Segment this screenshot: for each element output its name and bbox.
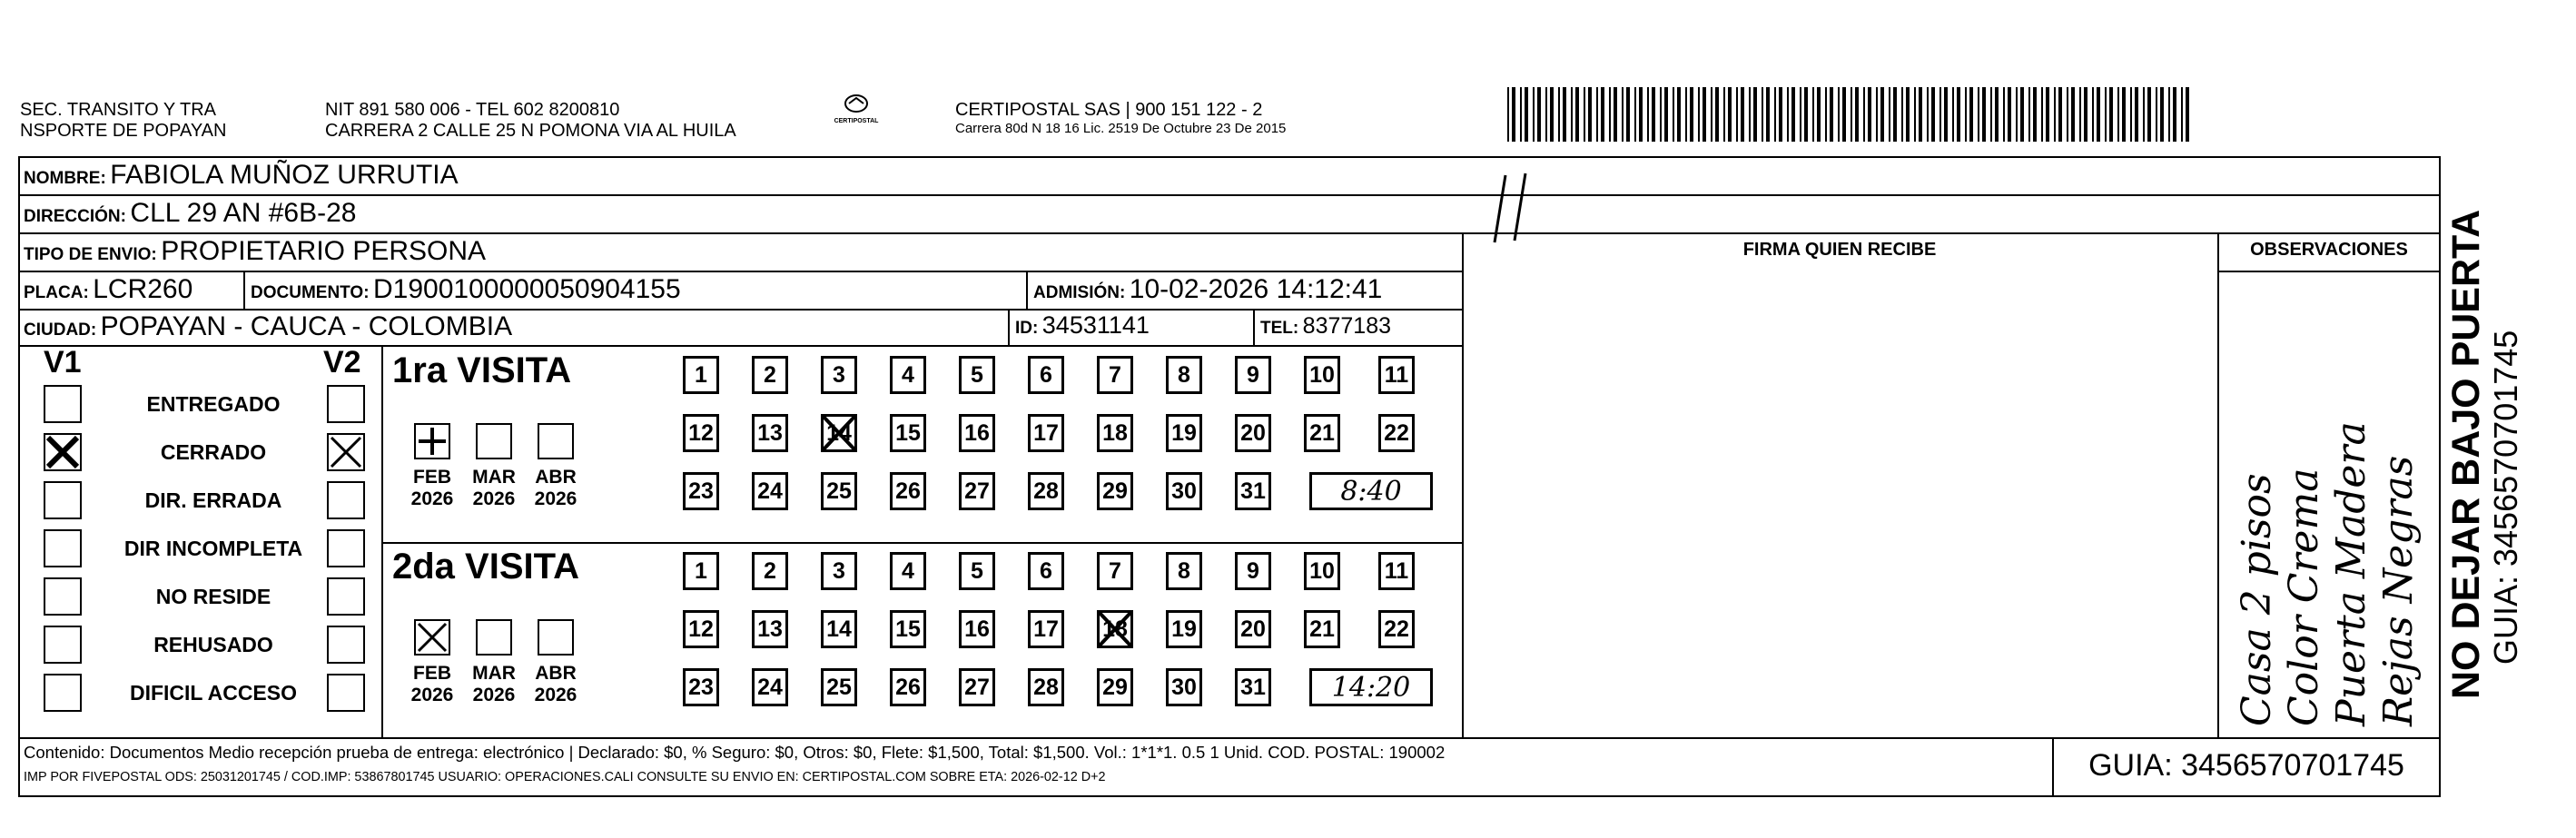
first-visit-day-11[interactable] — [1378, 356, 1415, 394]
second-visit-day-7[interactable] — [1097, 552, 1133, 590]
tipo-row — [24, 236, 486, 267]
status-label-entregado: ENTREGADO — [146, 392, 281, 416]
second-visit-day-26[interactable] — [890, 668, 926, 706]
day-number: 4 — [902, 557, 914, 584]
first-visit-day-21[interactable] — [1304, 414, 1340, 452]
nombre-value: FABIOLA MUÑOZ URRUTIA — [110, 160, 459, 190]
second-visit-day-20[interactable] — [1235, 610, 1271, 648]
visit-time-value: 14:20 — [1331, 671, 1411, 704]
ciudad-value: POPAYAN - CAUCA - COLOMBIA — [100, 311, 513, 341]
second-visit-day-18[interactable] — [1097, 610, 1133, 648]
observation-line: Casa 2 pisos — [2234, 473, 2280, 726]
direccion-row — [24, 198, 356, 229]
status-label-dir-incompleta: DIR INCOMPLETA — [123, 537, 303, 560]
v2-checkbox-dir-errada[interactable] — [327, 481, 365, 519]
day-number: 22 — [1384, 616, 1409, 642]
second-visit-day-30[interactable] — [1166, 668, 1202, 706]
day-number: 26 — [895, 674, 921, 700]
sender-name — [20, 100, 226, 142]
v2-checkbox-entregado[interactable] — [327, 385, 365, 423]
month-name: MAR — [472, 467, 516, 488]
day-number: 15 — [895, 419, 921, 446]
first-visit-day-9[interactable] — [1235, 356, 1271, 394]
second-visit-day-19[interactable] — [1166, 610, 1202, 648]
admision-value: 10-02-2026 14:12:41 — [1129, 274, 1383, 304]
month-year: 2026 — [410, 488, 454, 509]
day-number: 30 — [1171, 674, 1197, 700]
first-visit-day-28[interactable] — [1028, 472, 1064, 510]
tel-value: 8377183 — [1302, 313, 1391, 339]
day-number: 1 — [695, 361, 707, 388]
day-number: 16 — [964, 419, 990, 446]
status-label-dificil-acceso: DIFICIL ACCESO — [129, 681, 297, 705]
day-number: 6 — [1040, 361, 1052, 388]
day-number: 12 — [688, 419, 714, 446]
second-visit-day-17[interactable] — [1028, 610, 1064, 648]
firma-label: FIRMA QUIEN RECIBE — [1742, 240, 1937, 260]
second-visit-day-14[interactable] — [821, 610, 857, 648]
address-line: CARRERA 2 CALLE 25 N POMONA VIA AL HUILA — [325, 121, 736, 141]
first-visit-day-25[interactable] — [821, 472, 857, 510]
first-visit-title: 1ra VISITA — [392, 350, 572, 390]
month-name: ABR — [535, 663, 577, 684]
tel-field — [1260, 313, 1391, 340]
first-visit-day-5[interactable] — [959, 356, 995, 394]
footer-contenido: Contenido: Documentos Medio recepción prueba de entrega: electrónico | Declarado: $0, % Seguro: $0, Otros: $0, Flete: $1,500, Total: $1,500. Vol.: 1*1*1. 0.5 1 Unid. COD. POSTAL: 190002 — [24, 743, 1446, 762]
second-visit-day-8[interactable] — [1166, 552, 1202, 590]
day-number: 2 — [764, 361, 776, 388]
first-visit-day-16[interactable] — [959, 414, 995, 452]
day-number: 12 — [688, 616, 714, 642]
nombre-row — [24, 160, 459, 191]
first-visit-day-2[interactable] — [752, 356, 788, 394]
second-visit-title: 2da VISITA — [392, 547, 579, 587]
day-number: 24 — [757, 478, 783, 504]
day-number: 5 — [971, 361, 983, 388]
first-visit-month-label-feb — [405, 467, 459, 510]
day-number: 27 — [964, 478, 990, 504]
logo-text: CERTIPOSTAL — [834, 118, 879, 124]
first-visit-day-13[interactable] — [752, 414, 788, 452]
day-number: 26 — [895, 478, 921, 504]
first-visit-day-18[interactable] — [1097, 414, 1133, 452]
side-text — [2444, 154, 2524, 699]
day-number: 9 — [1247, 361, 1259, 388]
v1-checkbox-dir-incompleta[interactable] — [44, 529, 82, 567]
first-visit-day-3[interactable] — [821, 356, 857, 394]
day-number: 21 — [1309, 616, 1335, 642]
first-visit-month-label-mar — [467, 467, 521, 510]
first-visit-day-14[interactable] — [821, 414, 857, 452]
second-visit-day-9[interactable] — [1235, 552, 1271, 590]
day-number: 13 — [757, 419, 783, 446]
ciudad-label: CIUDAD: — [24, 320, 97, 340]
status-label-rehusado: REHUSADO — [153, 633, 273, 656]
sender-info — [325, 100, 736, 142]
month-year: 2026 — [472, 685, 516, 705]
day-number: 30 — [1171, 478, 1197, 504]
month-year: 2026 — [534, 685, 577, 705]
tipo-label: TIPO DE ENVIO: — [24, 245, 157, 264]
day-number: 16 — [964, 616, 990, 642]
footer-imp: IMP POR FIVEPOSTAL ODS: 25031201745 / COD.IMP: 53867801745 USUARIO: OPERACIONES.CALI CONSULTE SU ENVIO EN: CERTIPOSTAL.COM SOBRE ETA: 2026-02-12 D+2 — [24, 770, 1106, 784]
certipostal-logo — [829, 91, 883, 136]
company-sub: Carrera 80d N 18 16 Lic. 2519 De Octubre 23 De 2015 — [955, 121, 1287, 136]
day-number: 11 — [1384, 361, 1409, 388]
day-number: 2 — [764, 557, 776, 584]
first-visit-month-box-feb[interactable] — [414, 423, 450, 459]
v1-checkbox-dir-errada[interactable] — [44, 481, 82, 519]
day-number: 13 — [757, 616, 783, 642]
v1-checkbox-rehusado[interactable] — [44, 626, 82, 664]
documento-value: D1900100000050904155 — [373, 274, 681, 304]
day-number: 29 — [1102, 674, 1128, 700]
month-name: MAR — [472, 663, 516, 684]
first-visit-day-22[interactable] — [1378, 414, 1415, 452]
day-number: 17 — [1033, 616, 1059, 642]
first-visit-day-1[interactable] — [683, 356, 719, 394]
second-visit-day-10[interactable] — [1304, 552, 1340, 590]
observation-line: Puerta Madera — [2328, 421, 2374, 726]
second-visit-day-5[interactable] — [959, 552, 995, 590]
first-visit-day-24[interactable] — [752, 472, 788, 510]
day-number: 27 — [964, 674, 990, 700]
second-visit-day-25[interactable] — [821, 668, 857, 706]
v2-checkbox-cerrado[interactable] — [327, 433, 365, 471]
day-number: 19 — [1171, 419, 1197, 446]
second-visit-day-4[interactable] — [890, 552, 926, 590]
second-visit-day-23[interactable] — [683, 668, 719, 706]
v2-checkbox-dificil-acceso[interactable] — [327, 674, 365, 712]
second-visit-day-21[interactable] — [1304, 610, 1340, 648]
id-field — [1015, 311, 1150, 340]
placa-label: PLACA: — [24, 283, 89, 302]
day-number: 23 — [688, 478, 714, 504]
nit-line: NIT 891 580 006 - TEL 602 8200810 — [325, 100, 620, 120]
first-visit-day-15[interactable] — [890, 414, 926, 452]
day-number: 3 — [833, 557, 845, 584]
first-visit-month-box-abr[interactable] — [538, 423, 574, 459]
company-info — [955, 100, 1286, 136]
second-visit-day-12[interactable] — [683, 610, 719, 648]
company-line: CERTIPOSTAL SAS | 900 151 122 - 2 — [955, 100, 1263, 120]
second-visit-day-16[interactable] — [959, 610, 995, 648]
no-dejar-label: NO DEJAR BAJO PUERTA — [2444, 209, 2488, 699]
day-number: 28 — [1033, 674, 1059, 700]
first-visit-day-17[interactable] — [1028, 414, 1064, 452]
day-number: 18 — [1102, 616, 1128, 642]
first-visit-month-box-mar[interactable] — [476, 423, 512, 459]
day-number: 3 — [833, 361, 845, 388]
documento-label: DOCUMENTO: — [251, 283, 370, 302]
day-number: 23 — [688, 674, 714, 700]
v2-checkbox-no-reside[interactable] — [327, 577, 365, 616]
second-visit-month-label-abr — [528, 663, 583, 706]
day-number: 14 — [826, 419, 852, 446]
first-visit-day-19[interactable] — [1166, 414, 1202, 452]
second-visit-day-13[interactable] — [752, 610, 788, 648]
footer-guia: GUIA: 3456570701745 — [2088, 748, 2404, 783]
month-name: FEB — [413, 467, 451, 488]
second-visit-day-1[interactable] — [683, 552, 719, 590]
first-visit-month-label-abr — [528, 467, 583, 510]
observaciones-notes — [2225, 281, 2433, 735]
v1-checkbox-entregado[interactable] — [44, 385, 82, 423]
second-visit-day-28[interactable] — [1028, 668, 1064, 706]
day-number: 18 — [1102, 419, 1128, 446]
second-visit-month-label-feb — [405, 663, 459, 706]
first-visit-day-29[interactable] — [1097, 472, 1133, 510]
day-number: 8 — [1178, 361, 1190, 388]
second-visit-month-label-mar — [467, 663, 521, 706]
direccion-label: DIRECCIÓN: — [24, 207, 126, 226]
second-visit-day-29[interactable] — [1097, 668, 1133, 706]
day-number: 14 — [826, 616, 852, 642]
nombre-label: NOMBRE: — [24, 169, 106, 188]
day-number: 25 — [826, 478, 852, 504]
day-number: 1 — [695, 557, 707, 584]
day-number: 5 — [971, 557, 983, 584]
day-number: 21 — [1309, 419, 1335, 446]
barcode — [1507, 87, 2197, 142]
second-visit-day-15[interactable] — [890, 610, 926, 648]
placa-value: LCR260 — [93, 274, 193, 304]
day-number: 7 — [1109, 361, 1121, 388]
second-visit-day-24[interactable] — [752, 668, 788, 706]
first-visit-day-4[interactable] — [890, 356, 926, 394]
day-number: 31 — [1240, 674, 1266, 700]
second-visit-day-31[interactable] — [1235, 668, 1271, 706]
tipo-value: PROPIETARIO PERSONA — [161, 236, 487, 266]
admision-field — [1033, 274, 1382, 305]
day-number: 9 — [1247, 557, 1259, 584]
day-number: 24 — [757, 674, 783, 700]
ciudad-field — [24, 311, 512, 342]
v2-label: V2 — [323, 345, 361, 380]
day-number: 25 — [826, 674, 852, 700]
visit-time-value: 8:40 — [1340, 475, 1402, 508]
v1-checkbox-cerrado[interactable] — [44, 433, 82, 471]
v2-checkbox-rehusado[interactable] — [327, 626, 365, 664]
day-number: 6 — [1040, 557, 1052, 584]
first-visit-day-8[interactable] — [1166, 356, 1202, 394]
observation-line: Rejas Negras — [2375, 455, 2422, 726]
observaciones-label: OBSERVACIONES — [2250, 240, 2408, 260]
first-visit-day-20[interactable] — [1235, 414, 1271, 452]
status-label-cerrado: CERRADO — [160, 440, 267, 464]
first-visit-day-27[interactable] — [959, 472, 995, 510]
first-visit-day-23[interactable] — [683, 472, 719, 510]
month-year: 2026 — [534, 488, 577, 509]
month-name: FEB — [413, 663, 451, 684]
first-visit-day-12[interactable] — [683, 414, 719, 452]
v1-checkbox-dificil-acceso[interactable] — [44, 674, 82, 712]
observation-line: Color Crema — [2281, 468, 2327, 726]
id-value: 34531141 — [1041, 311, 1150, 339]
second-visit-day-6[interactable] — [1028, 552, 1064, 590]
id-label: ID: — [1015, 319, 1039, 338]
day-number: 19 — [1171, 616, 1197, 642]
day-number: 28 — [1033, 478, 1059, 504]
documento-field — [251, 274, 681, 305]
day-number: 10 — [1309, 361, 1335, 388]
day-number: 20 — [1240, 616, 1266, 642]
v2-checkbox-dir-incompleta[interactable] — [327, 529, 365, 567]
v1-label: V1 — [44, 345, 82, 380]
first-visit-day-7[interactable] — [1097, 356, 1133, 394]
sender-line-2: NSPORTE DE POPAYAN — [20, 121, 227, 141]
first-visit-day-26[interactable] — [890, 472, 926, 510]
month-year: 2026 — [472, 488, 516, 509]
day-number: 7 — [1109, 557, 1121, 584]
sender-line-1: SEC. TRANSITO Y TRA — [20, 100, 216, 120]
second-visit-day-3[interactable] — [821, 552, 857, 590]
second-visit-day-22[interactable] — [1378, 610, 1415, 648]
second-visit-day-27[interactable] — [959, 668, 995, 706]
first-visit-day-31[interactable] — [1235, 472, 1271, 510]
second-visit-month-box-abr[interactable] — [538, 619, 574, 656]
admision-label: ADMISIÓN: — [1033, 283, 1126, 302]
second-visit-month-box-feb[interactable] — [414, 619, 450, 656]
tel-label: TEL: — [1260, 319, 1299, 338]
status-label-no-reside: NO RESIDE — [155, 585, 271, 608]
status-label-dir-errada: DIR. ERRADA — [144, 488, 282, 512]
day-number: 4 — [902, 361, 914, 388]
first-visit-time[interactable] — [1309, 472, 1433, 510]
first-visit-day-6[interactable] — [1028, 356, 1064, 394]
day-number: 20 — [1240, 419, 1266, 446]
day-number: 15 — [895, 616, 921, 642]
first-visit-day-30[interactable] — [1166, 472, 1202, 510]
day-number: 29 — [1102, 478, 1128, 504]
day-number: 8 — [1178, 557, 1190, 584]
second-visit-day-11[interactable] — [1378, 552, 1415, 590]
second-visit-month-box-mar[interactable] — [476, 619, 512, 656]
second-visit-day-2[interactable] — [752, 552, 788, 590]
day-number: 22 — [1384, 419, 1409, 446]
v1-checkbox-no-reside[interactable] — [44, 577, 82, 616]
day-number: 17 — [1033, 419, 1059, 446]
month-year: 2026 — [410, 685, 454, 705]
day-number: 10 — [1309, 557, 1335, 584]
second-visit-time[interactable] — [1309, 668, 1433, 706]
placa-field — [24, 274, 192, 305]
day-number: 31 — [1240, 478, 1266, 504]
direccion-value: CLL 29 AN #6B-28 — [130, 198, 357, 228]
guia-side-label: GUIA: 3456570701745 — [2487, 330, 2524, 665]
day-number: 11 — [1384, 557, 1409, 584]
first-visit-day-10[interactable] — [1304, 356, 1340, 394]
month-name: ABR — [535, 467, 577, 488]
